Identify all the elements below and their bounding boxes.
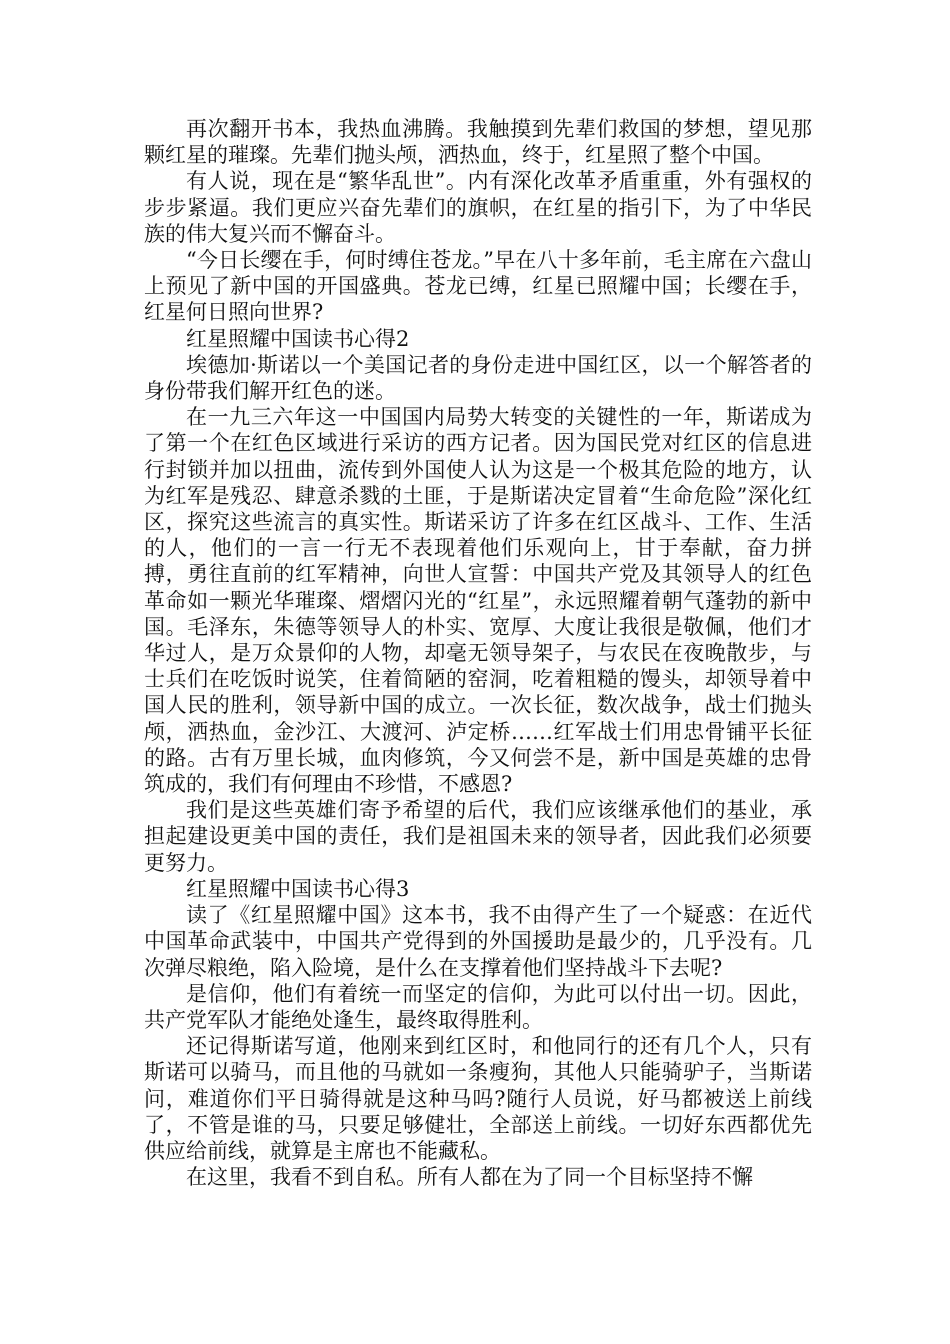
paragraph-long-tassel: “今日长缨在手，何时缚住苍龙。”早在八十多年前，毛主席在六盘山上预见了新中国的开国盛典。苍龙已缚，红星已照耀中国；长缨在手，红星何日照向世界? (144, 248, 812, 325)
paragraph-1936: 在一九三六年这一中国国内局势大转变的关键性的一年，斯诺成为了第一个在红色区域进行采访的西方记者。因为国民党对红区的信息进行封锁并加以扭曲，流传到外国使人认为这是一个极其危险的地方，认为红军是残忍、肆意杀戮的土匪，于是斯诺决定冒着“生命危险”深化红区，探究这些流言的真实性。斯诺采访了许多在红区战斗、工作、生活的人，他们的一言一行无不表现着他们乐观向上，甘于奉献，奋力拼搏，勇往直前的红军精神，向世人宣誓：中国共产党及其领导人的红色革命如一颗光华璀璨、熠熠闪光的“红星”，永远照耀着朝气蓬勃的新中国。毛泽东，朱德等领导人的朴实、宽厚、大度让我很是敬佩，他们才华过人，是万众景仰的人物，却毫无领导架子，与农民在夜晚散步，与士兵们在吃饭时说笑，住着简陋的窑洞，吃着粗糙的馒头，却领导着中国人民的胜利，领导新中国的成立。一次长征，数次战争，战士们抛头颅，洒热血，金沙江、大渡河、泸定桥……红军战士们用忠骨铺平长征的路。古有万里长城，血肉修筑，今又何尝不是，新中国是英雄的忠骨筑成的，我们有何理由不珍惜，不感恩? (144, 405, 812, 797)
paragraph-descendants: 我们是这些英雄们寄予希望的后代，我们应该继承他们的基业，承担起建设更美中国的责任，我们是祖国未来的领导者，因此我们必须要更努力。 (144, 798, 812, 875)
paragraph-edgar-snow: 埃德加·斯诺以一个美国记者的身份走进中国红区，以一个解答者的身份带我们解开红色的迷。 (144, 352, 812, 404)
paragraph-doubt: 读了《红星照耀中国》这本书，我不由得产生了一个疑惑：在近代中国革命武装中，中国共产党得到的外国援助是最少的，几乎没有。几次弹尽粮绝，陷入险境，是什么在支撑着他们坚持战斗下去呢? (144, 903, 812, 980)
paragraph-belief: 是信仰，他们有着统一而坚定的信仰，为此可以付出一切。因此，共产党军队才能绝处逢生，最终取得胜利。 (144, 981, 812, 1032)
paragraph-no-selfishness: 在这里，我看不到自私。所有人都在为了同一个目标坚持不懈 (186, 1165, 753, 1190)
paragraph-horse: 还记得斯诺写道，他刚来到红区时，和他同行的还有几个人，只有斯诺可以骑马，而且他的马就如一条瘦狗，其他人只能骑驴子，当斯诺问，难道你们平日骑得就是这种马吗?随行人员说，好马都被送上前线了，不管是谁的马，只要足够健壮，全部送上前线。一切好东西都优先供应给前线，就算是主席也不能藏私。 (144, 1034, 812, 1163)
paragraph-prosperous-times: 有人说，现在是“繁华乱世”。内有深化改革矛盾重重，外有强权的步步紧逼。我们更应兴奋先辈们的旗帜，在红星的指引下，为了中华民族的伟大复兴而不懈奋斗。 (144, 169, 812, 246)
section-heading-3: 红星照耀中国读书心得3 (186, 876, 410, 901)
section-heading-2: 红星照耀中国读书心得2 (186, 326, 410, 351)
document-body (144, 116, 812, 1190)
paragraph-rereading: 再次翻开书本，我热血沸腾。我触摸到先辈们救国的梦想，望见那颗红星的璀璨。先辈们抛头颅，洒热血，终于，红星照了整个中国。 (144, 117, 812, 168)
